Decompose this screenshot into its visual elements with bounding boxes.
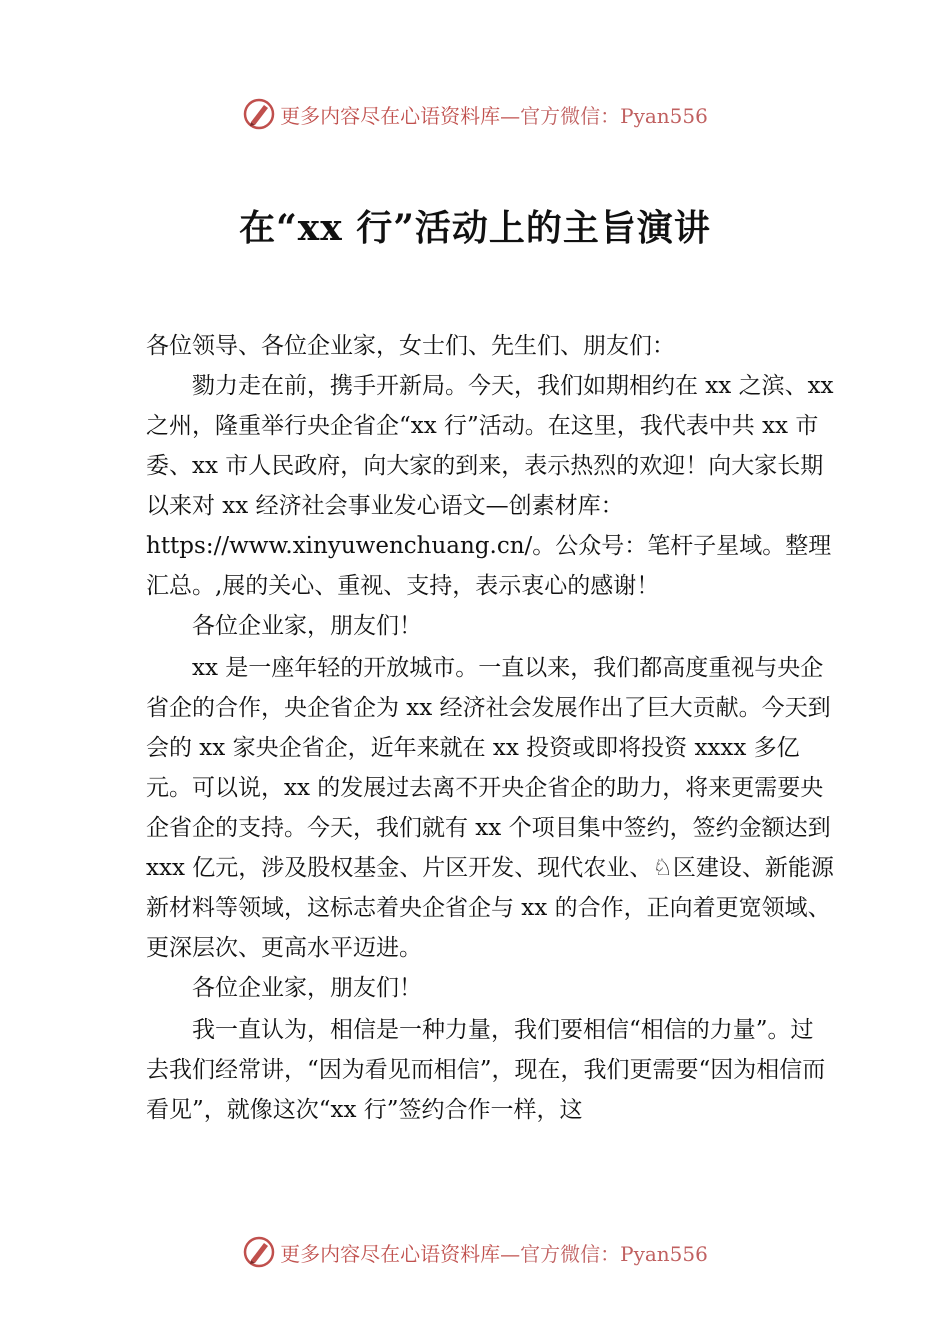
paragraph-1: 勠力走在前，携手开新局。今天，我们如期相约在 xx 之滨、xx 之州，隆重举行央企省企“xx 行”活动。在这里，我代表中共 xx 市委、xx 市人民政府，向大家的到来，表示热烈的欢迎！向大家长期以来对 xx 经济社会事业发心语文—创素材库：https://www.xinyuwenchuang.cn/。公众号：笔杆子星域。整理汇总。,展的关心、重视、支持，表示衷心的感谢！ <box>146 373 834 599</box>
header-wechat-label: 官方微信： <box>520 103 621 128</box>
footer-dash: — <box>500 1241 521 1266</box>
paragraph-3: xx 是一座年轻的开放城市。一直以来，我们都高度重视与央企省企的合作，央企省企为 xx 经济社会发展作出了巨大贡献。今天到会的 xx 家央企省企，近年来就在 xx 投资或即将投资 xxxx 多亿元。可以说，xx 的发展过去离不开央企省企的助力，将来更需要央企省企的支持。今天，我们就有 xx 个项目集中签约，签约金额达到 xxx 亿元，涉及股权基金、片区开发、现代农业、♘区建设、新能源新材料等领域，这标志着央企省企与 xx 的合作，正向着更宽领域、更深层次、更高水平迈进。 <box>146 655 834 961</box>
pen-logo-icon <box>242 97 276 131</box>
paragraph-2: 各位企业家，朋友们！ <box>192 613 422 639</box>
salutation: 各位领导、各位企业家，女士们、先生们、朋友们： <box>146 333 675 359</box>
paragraph-5: 我一直认为，相信是一种力量，我们要相信“相信的力量”。过去我们经常讲，“因为看见而相信”，现在，我们更需要“因为相信而看见”，就像这次“xx 行”签约合作一样，这 <box>146 1017 826 1123</box>
header-watermark <box>0 94 950 134</box>
pen-logo-icon <box>242 1235 276 1269</box>
header-watermark-text: 更多内容尽在心语资料库 <box>280 103 501 128</box>
footer-account: Pyan556 <box>620 1241 708 1266</box>
document-body <box>146 326 836 1130</box>
footer-watermark-text: 更多内容尽在心语资料库 <box>280 1241 501 1266</box>
footer-watermark <box>0 1232 950 1272</box>
header-dash: — <box>500 103 521 128</box>
header-account: Pyan556 <box>620 103 708 128</box>
footer-wechat-label: 官方微信： <box>520 1241 621 1266</box>
paragraph-4: 各位企业家，朋友们！ <box>192 975 422 1001</box>
document-title: 在“xx 行”活动上的主旨演讲 <box>239 207 711 249</box>
